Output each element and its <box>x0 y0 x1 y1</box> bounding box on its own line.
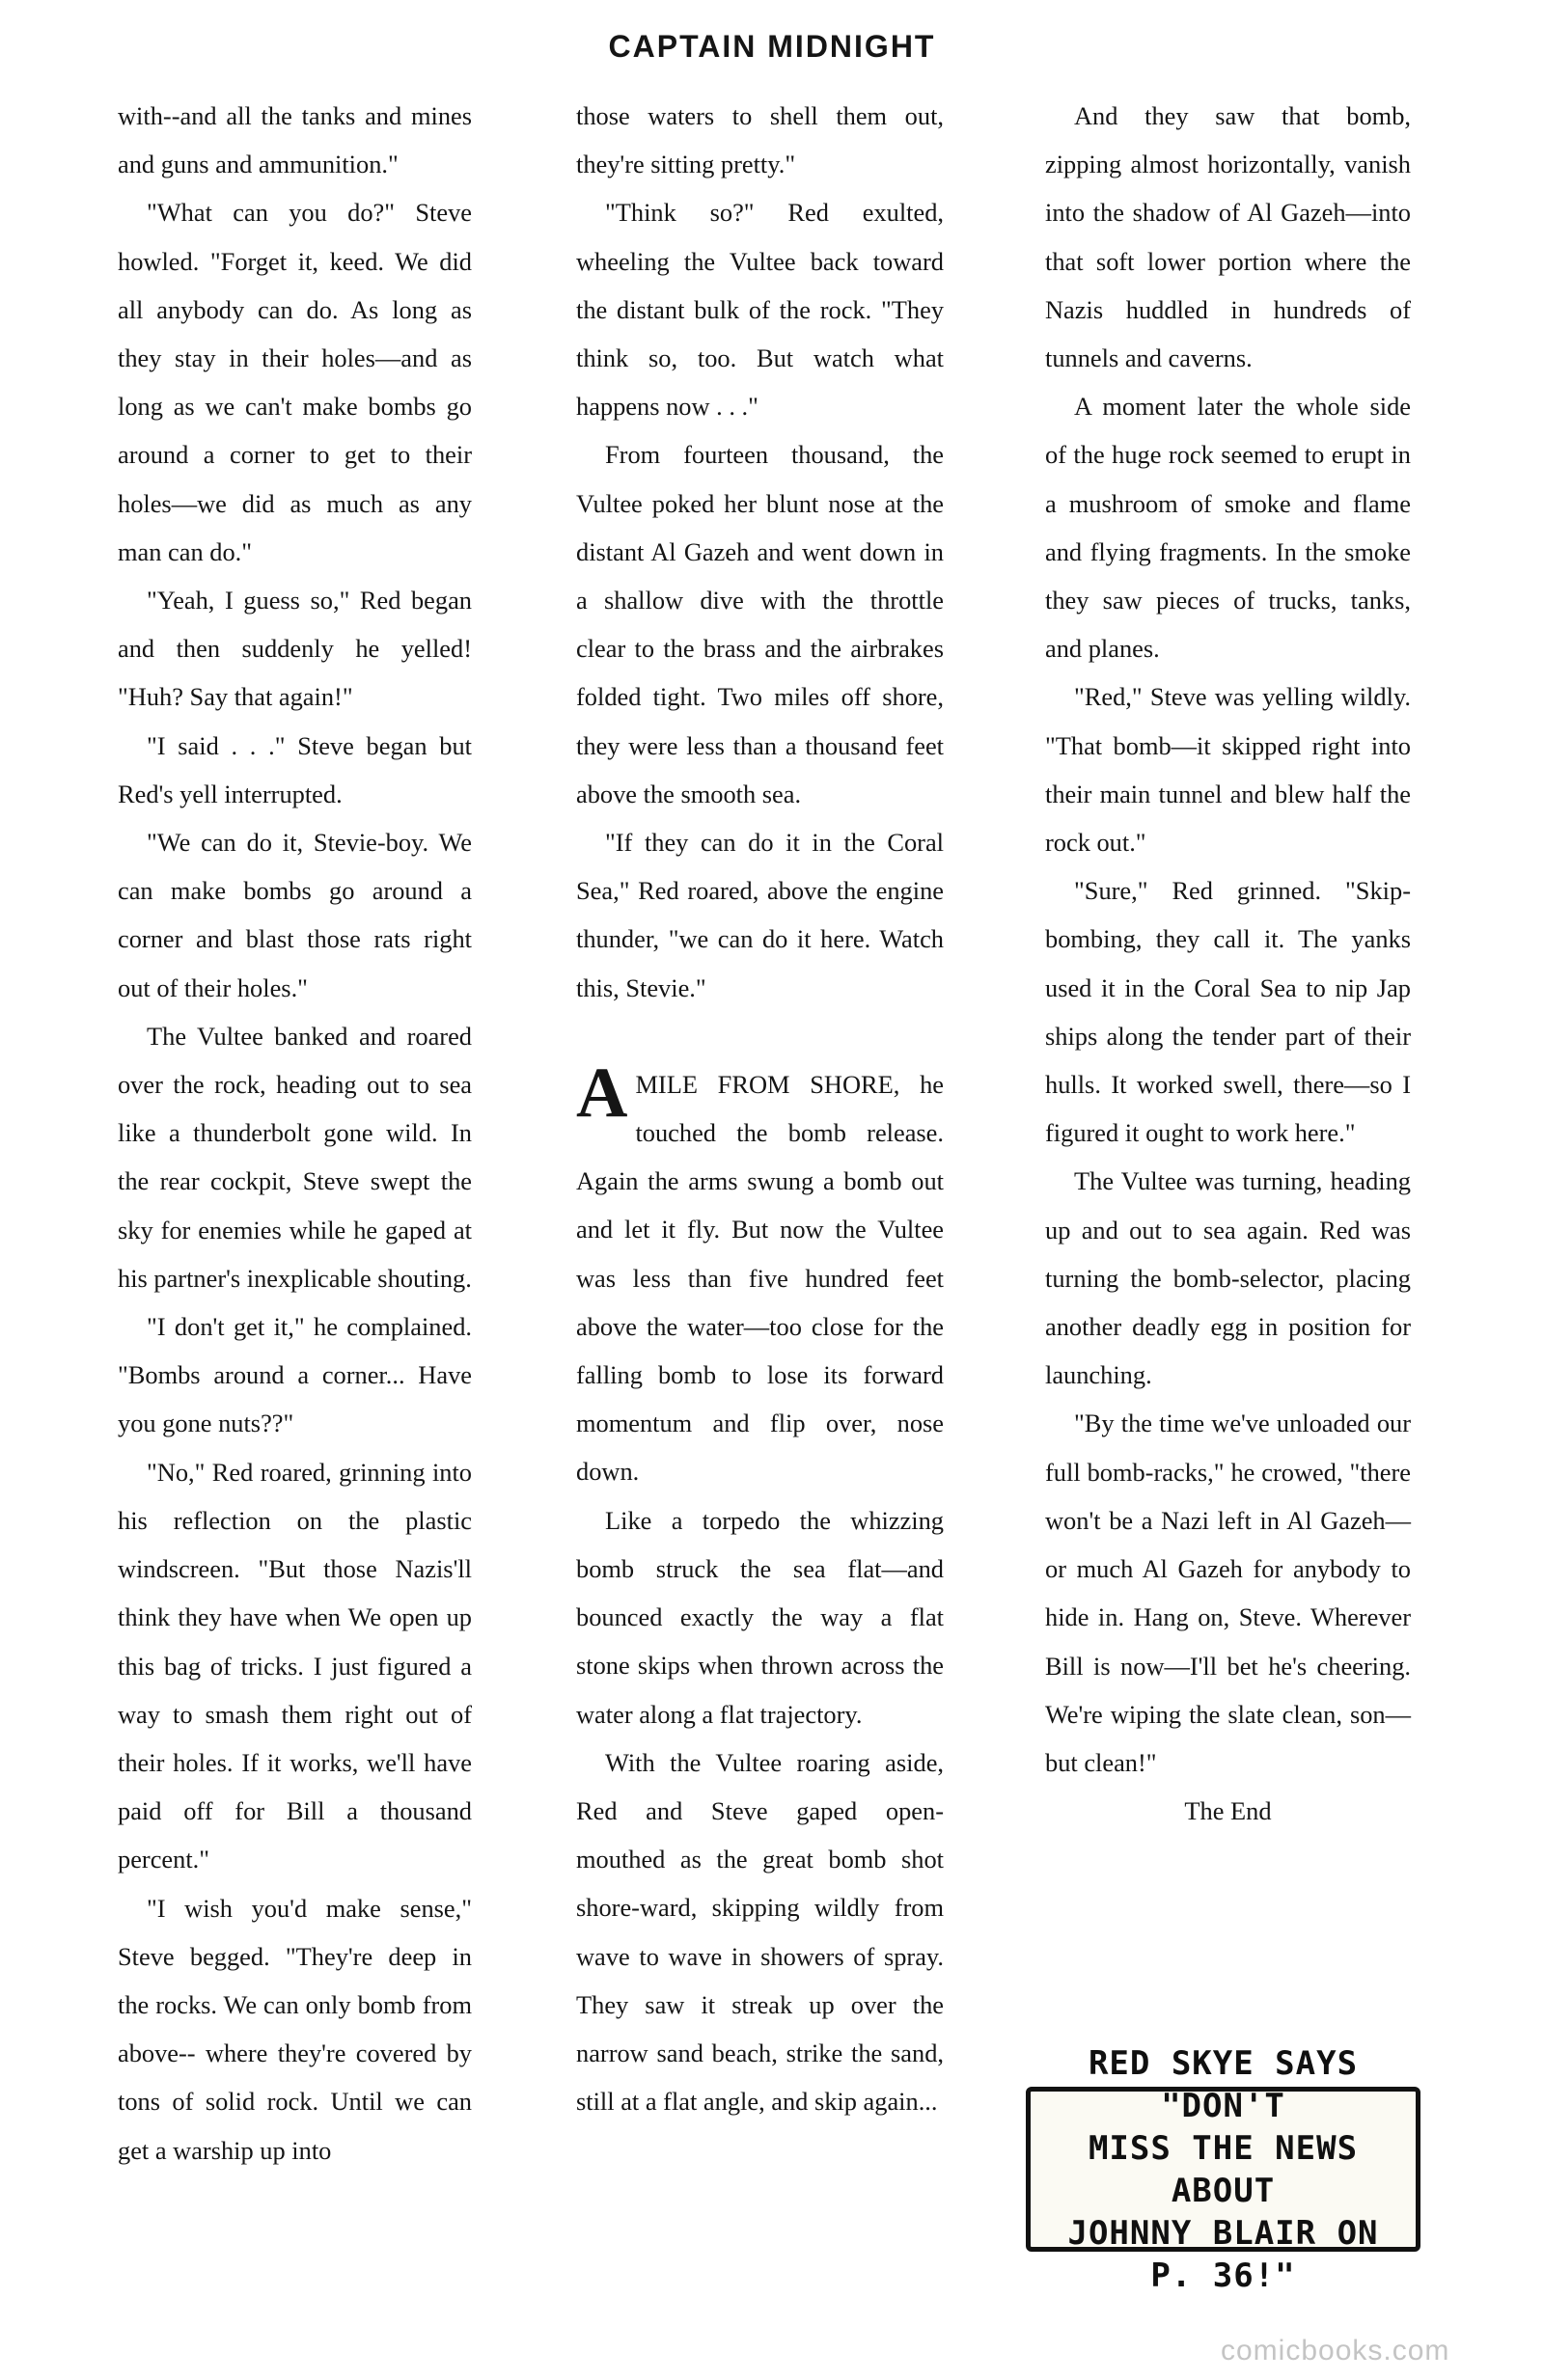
paragraph: "Red," Steve was yelling wildly. "That bomb—it skipped right into their main tunnel and blew half the rock out." <box>1045 682 1411 858</box>
paragraph: "No," Red roared, grinning into his reflection on the plastic windscreen. "But those Nazis'll think they have when We open up this bag of tricks. I just figured a way to smash them right out of their holes. If it works, we'll have paid off for Bill a thousand percent." <box>118 1457 472 1874</box>
paragraph: "I don't get it," he complained. "Bombs around a corner... Have you gone nuts??" <box>118 1312 472 1438</box>
paragraph: "I wish you'd make sense," Steve begged. "They're deep in the rocks. We can only bomb from above-- where they're covered by tons of solid rock. Until we can get a warship up into <box>118 1893 472 2165</box>
paragraph: The Vultee banked and roared over the rock, heading out to sea like a thunderbolt gone wild. In the rear cockpit, Steve swept the sky for enemies while he gaped at his partner's inexplicable shouting. <box>118 1021 472 1293</box>
paragraph: "Sure," Red grinned. "Skip-bombing, they call it. The yanks used it in the Coral Sea to nip Jap ships along the tender part of their hulls. It worked swell, there—so I figured it ought to work here." <box>1045 876 1411 1148</box>
promo-text <box>1040 2042 1406 2297</box>
paragraph: with--and all the tanks and mines and guns and ammunition." <box>118 101 472 179</box>
paragraph: "By the time we've unloaded our full bomb-racks," he crowed, "there won't be a Nazi left in Al Gazeh—or much Al Gazeh for anybody to hide in. Hang on, Steve. Wherever Bill is now—I'll bet he's cheering. We're wiping the slate clean, son—but clean!" <box>1045 1409 1411 1777</box>
paragraph: "What can you do?" Steve howled. "Forget it, keed. We did all anybody can do. As long as they stay in their holes—and as long as we can't make bombs go around a corner to get to their holes—we did as much as any man can do." <box>118 198 472 566</box>
text-column-1 <box>118 92 472 2175</box>
paragraph: "We can do it, Stevie-boy. We can make bombs go around a corner and blast those rats right out of their holes." <box>118 828 472 1002</box>
paragraph: The Vultee was turning, heading up and out to sea again. Red was turning the bomb-selector, placing another deadly egg in position for launching. <box>1045 1166 1411 1390</box>
paragraph: those waters to shell them out, they're sitting pretty." <box>576 101 944 179</box>
drop-cap: A <box>576 1053 628 1133</box>
promo-box <box>1026 2043 1420 2295</box>
page-title: CAPTAIN MIDNIGHT <box>608 29 936 64</box>
paragraph-text: he touched the bomb release. Again the arms swung a bomb out and let it fly. But now the Vultee was less than five hundred feet above the water—too close for the falling bomb to lose its forward momentum and flip over, nose down. <box>576 1069 944 1487</box>
watermark: comicbooks.com <box>1221 2335 1450 2366</box>
paragraph: From fourteen thousand, the Vultee poked her blunt nose at the distant Al Gazeh and went down in a shallow dive with the throttle clear to the brass and the airbrakes folded tight. Two miles off shore, they were less than a thousand feet above the smooth sea. <box>576 440 944 808</box>
paragraph: Like a torpedo the whizzing bomb struck the sea flat—and bounced exactly the way a flat stone skips when thrown across the water along a flat trajectory. <box>576 1505 944 1729</box>
paragraph: "Think so?" Red exulted, wheeling the Vultee back toward the distant bulk of the rock. "They think so, too. But watch what happens now . . ." <box>576 198 944 422</box>
promo-line: JOHNNY BLAIR ON P. 36!" <box>1067 2213 1379 2295</box>
paragraph: And they saw that bomb, zipping almost horizontally, vanish into the shadow of Al Gazeh—into that soft lower portion where the Nazis huddled in hundreds of tunnels and caverns. <box>1045 101 1411 373</box>
paragraph: A moment later the whole side of the huge rock seemed to erupt in a mushroom of smoke and flame and flying fragments. In the smoke they saw pieces of trucks, tanks, and planes. <box>1045 392 1411 664</box>
the-end-label: The End <box>1184 1796 1272 1826</box>
paragraph: With the Vultee roaring aside, Red and Steve gaped open-mouthed as the great bomb shot shore-ward, skipping wildly from wave to wave in showers of spray. They saw it streak up over the narrow sand beach, strike the sand, still at a flat angle, and skip again... <box>576 1747 944 2117</box>
paragraph: "Yeah, I guess so," Red began and then suddenly he yelled! "Huh? Say that again!" <box>118 586 472 712</box>
lead-in: MILE FROM SHORE, <box>635 1069 900 1099</box>
paragraph: "I said . . ." Steve began but Red's yell interrupted. <box>118 730 472 808</box>
text-column-3 <box>1045 92 1411 1835</box>
paragraph: "If they can do it in the Coral Sea," Red roared, above the engine thunder, "we can do it here. Watch this, Stevie." <box>576 828 944 1002</box>
section-opening-paragraph <box>576 1053 944 1496</box>
promo-line: RED SKYE SAYS "DON'T <box>1088 2043 1359 2125</box>
promo-line: MISS THE NEWS ABOUT <box>1088 2128 1359 2210</box>
text-column-2 <box>576 92 944 2125</box>
